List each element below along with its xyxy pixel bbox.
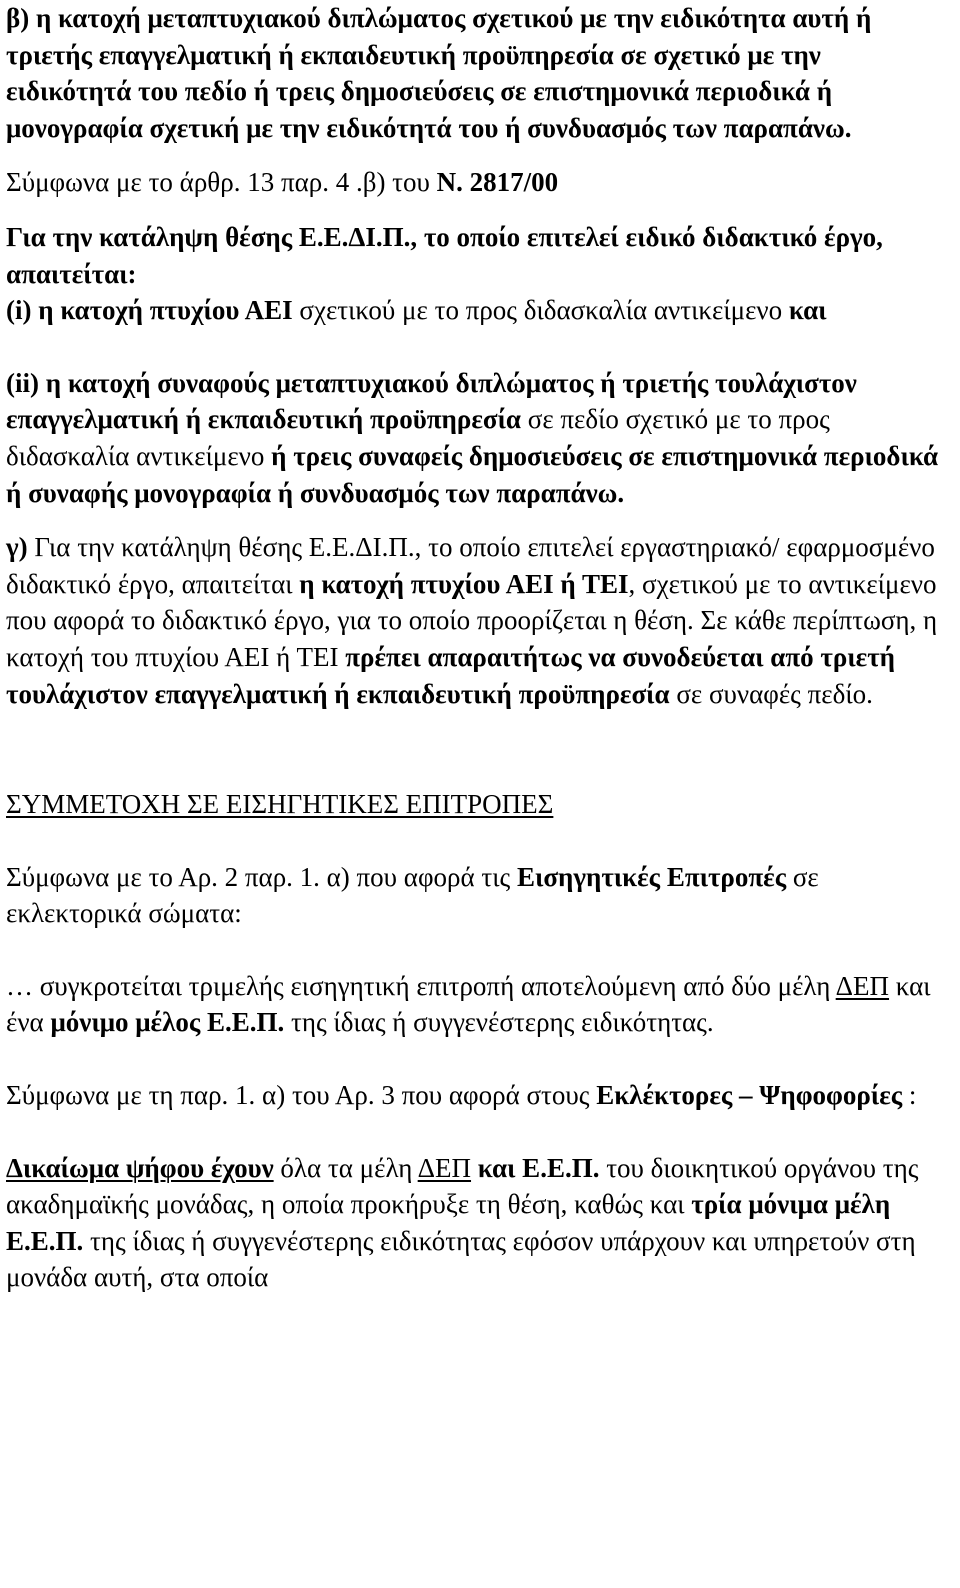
paragraph-spacer	[6, 146, 946, 164]
text-run: Εισηγητικές Επιτροπές	[516, 861, 787, 892]
text-run: ή τρεις συναφείς δημοσιεύσεις σε επιστημονικά περιοδικά ή συναφής μονογραφία ή συνδυασμός των παραπάνω.	[6, 440, 939, 508]
text-run: (ii) η κατοχή συναφούς μεταπτυχιακού διπλώματος ή τριετής τουλάχιστον επαγγελματική ή εκπαιδευτική προϋπηρεσία	[6, 367, 857, 435]
section-heading-committees	[6, 786, 946, 823]
paragraph-beta-qualifications	[6, 0, 946, 146]
text-run: σε πεδίο σχετικό με το προς διδασκαλία αντικείμενο	[6, 404, 830, 471]
text-run: , σχετικού με το αντικείμενο που αφορά το διδακτικό έργο, για το οποίο προορίζεται η θέση. Σε κάθε περίπτωση, η κατοχή του πτυχίου ΑΕΙ ή ΤΕΙ	[6, 568, 938, 672]
text-run: ΔΕΠ	[835, 970, 890, 1001]
paragraph-article-3	[6, 1077, 946, 1114]
text-run: πρέπει απαραιτήτως να συνοδεύεται από τριετή τουλάχιστον επαγγελματική ή εκπαιδευτική προϋπηρεσία	[6, 641, 895, 709]
text-run: σχετικού με το προς διδασκαλία αντικείμενο	[292, 295, 789, 326]
text-run: Σύμφωνα με το Αρ. 2 παρ. 1. α) που αφορά τις	[6, 861, 517, 892]
text-run: και ένα	[6, 970, 931, 1038]
text-run: (i) η κατοχή πτυχίου ΑΕΙ	[6, 295, 293, 326]
paragraph-spacer	[6, 712, 946, 786]
text-run: της ίδιας ή συγγενέστερης ειδικότητας εφόσον υπάρχουν και υπηρετούν στη μονάδα αυτή, στα οποία	[6, 1225, 916, 1293]
paragraph-voting-rights	[6, 1150, 946, 1296]
text-run: τρία μόνιμα μέλη Ε.Ε.Π.	[6, 1189, 891, 1256]
paragraph-eedip-special-teaching	[6, 219, 946, 329]
paragraph-law-reference	[6, 164, 946, 201]
paragraph-spacer	[6, 932, 946, 968]
text-run: η κατοχή πτυχίου ΑΕΙ ή ΤΕΙ	[299, 568, 629, 599]
paragraph-spacer	[6, 329, 946, 365]
text-run: … συγκροτείται τριμελής εισηγητική επιτροπή αποτελούμενη από δύο μέλη	[6, 970, 836, 1001]
paragraph-spacer	[6, 1114, 946, 1150]
paragraph-spacer	[6, 1041, 946, 1077]
text-run: Σύμφωνα με το άρθρ. 13 παρ. 4 .β) του	[6, 167, 437, 198]
text-run: της ίδιας ή συγγενέστερης ειδικότητας.	[284, 1007, 714, 1038]
text-run: :	[902, 1080, 917, 1111]
paragraph-spacer	[6, 201, 946, 219]
text-run: β) η κατοχή μεταπτυχιακού διπλώματος σχετικού με την ειδικότητα αυτή ή τριετής επαγγελματική ή εκπαιδευτική προϋπηρεσία σε σχετικό με την ειδικότητά του πεδίο ή τρεις δημοσιεύσεις σε επιστημονικά περιοδικά ή μονογραφία σχετική με την ειδικότητά του ή συνδυασμός των παραπάνω.	[6, 3, 872, 143]
text-run: όλα τα μέλη	[273, 1152, 418, 1183]
text-run: Σύμφωνα με τη παρ. 1. α) του Αρ. 3 που αφορά στους	[6, 1080, 597, 1111]
text-run: Για την κατάληψη θέσης Ε.Ε.ΔΙ.Π., το οποίο επιτελεί εργαστηριακό/ εφαρμοσμένο διδακτικό έργο, απαιτείται	[6, 532, 935, 599]
text-run: σε συναφές πεδίο.	[669, 678, 873, 709]
paragraph-spacer	[6, 511, 946, 529]
text-run: Ν. 2817/00	[436, 167, 559, 198]
text-run: Δικαίωμα ψήφου έχουν	[6, 1152, 274, 1183]
text-run: του διοικητικού οργάνου της ακαδημαϊκής μονάδας, η οποία προκήρυξε τη θέση, καθώς και	[6, 1152, 919, 1220]
text-run: ΔΕΠ	[417, 1152, 472, 1183]
text-run: ΣΥΜΜΕΤΟΧΗ ΣΕ ΕΙΣΗΓΗΤΙΚΕΣ ΕΠΙΤΡΟΠΕΣ	[6, 789, 554, 820]
paragraph-article-2	[6, 859, 946, 932]
text-run	[471, 1153, 478, 1183]
text-run: γ)	[6, 532, 28, 563]
text-run: Εκλέκτορες – Ψηφοφορίες	[596, 1080, 903, 1111]
paragraph-gamma-lab-teaching	[6, 529, 946, 712]
paragraph-committee-composition	[6, 968, 946, 1041]
paragraph-ii-requirements	[6, 365, 946, 511]
text-run: μόνιμο μέλος Ε.Ε.Π.	[50, 1007, 285, 1038]
text-run: και	[788, 295, 827, 326]
text-run: σε εκλεκτορικά σώματα:	[6, 861, 819, 929]
text-run: και Ε.Ε.Π.	[477, 1152, 600, 1183]
text-run: Για την κατάληψη θέσης Ε.Ε.ΔΙ.Π., το οποίο επιτελεί ειδικό διδακτικό έργο, απαιτείται:	[6, 221, 883, 289]
paragraph-spacer	[6, 823, 946, 859]
